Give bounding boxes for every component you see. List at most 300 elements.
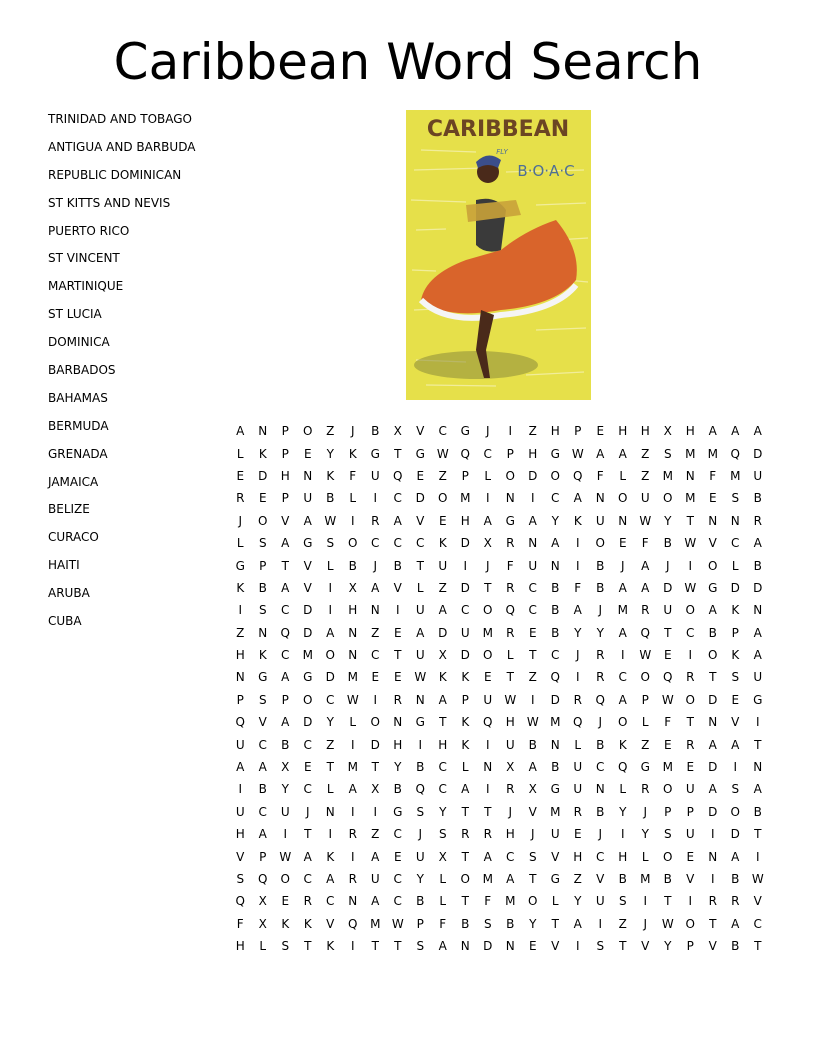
grid-letter: D bbox=[460, 536, 470, 551]
grid-letter: E bbox=[663, 737, 672, 752]
grid-letter: G bbox=[370, 446, 380, 461]
grid-letter: W bbox=[346, 692, 359, 707]
grid-letter: O bbox=[460, 872, 470, 886]
grid-letter: Y bbox=[664, 939, 672, 954]
grid-letter: J bbox=[485, 424, 490, 439]
grid-letter: Y bbox=[326, 446, 334, 461]
grid-letter: J bbox=[643, 804, 648, 819]
grid-letter: N bbox=[303, 468, 313, 483]
grid-letter: A bbox=[528, 513, 537, 528]
grid-letter: D bbox=[483, 939, 493, 954]
grid-letter: S bbox=[281, 939, 290, 954]
grid-letter: T bbox=[326, 760, 334, 775]
grid-letter: B bbox=[326, 491, 335, 506]
grid-letter: D bbox=[753, 446, 763, 461]
grid-letter: A bbox=[753, 648, 762, 663]
grid-letter: B bbox=[506, 916, 515, 931]
grid-letter: G bbox=[258, 670, 268, 685]
grid-letter: B bbox=[618, 872, 627, 886]
grid-letter: X bbox=[281, 760, 290, 775]
grid-letter: A bbox=[348, 782, 357, 797]
grid-letter: D bbox=[708, 804, 718, 819]
grid-letter: H bbox=[348, 603, 358, 618]
grid-letter: I bbox=[755, 715, 760, 730]
grid-letter: Q bbox=[393, 468, 403, 483]
grid-letter: O bbox=[303, 424, 313, 439]
grid-letter: T bbox=[416, 558, 424, 573]
grid-row bbox=[229, 644, 769, 666]
grid-letter: P bbox=[506, 446, 514, 461]
grid-letter: F bbox=[596, 468, 604, 483]
grid-letter: R bbox=[506, 580, 515, 595]
grid-letter: T bbox=[686, 715, 694, 730]
grid-letter: A bbox=[618, 580, 627, 595]
grid-letter: Q bbox=[483, 715, 493, 730]
grid-letter: P bbox=[416, 916, 424, 931]
grid-letter: F bbox=[236, 916, 244, 931]
grid-letter: V bbox=[708, 536, 717, 551]
grid-letter: C bbox=[258, 737, 267, 752]
grid-letter: Z bbox=[641, 468, 650, 483]
grid-row bbox=[229, 845, 769, 867]
grid-letter: C bbox=[528, 580, 537, 595]
grid-letter: Y bbox=[529, 916, 537, 931]
grid-row bbox=[229, 801, 769, 823]
grid-letter: Q bbox=[280, 625, 290, 640]
grid-letter: X bbox=[438, 648, 447, 663]
grid-letter: B bbox=[551, 603, 560, 618]
grid-letter: V bbox=[551, 849, 560, 864]
grid-letter: X bbox=[258, 916, 267, 931]
grid-letter: D bbox=[708, 760, 718, 775]
grid-letter: R bbox=[596, 648, 605, 663]
grid-letter: M bbox=[662, 760, 673, 775]
grid-letter: A bbox=[731, 424, 740, 439]
grid-letter: T bbox=[484, 580, 492, 595]
grid-letter: I bbox=[620, 648, 625, 663]
grid-letter: L bbox=[349, 715, 357, 730]
grid-letter: V bbox=[641, 939, 650, 954]
grid-letter: N bbox=[595, 491, 605, 506]
grid-letter: O bbox=[708, 558, 718, 573]
grid-letter: S bbox=[438, 827, 447, 842]
grid-letter: A bbox=[281, 580, 290, 595]
grid-letter: N bbox=[685, 468, 695, 483]
grid-letter: J bbox=[305, 804, 310, 819]
grid-letter: I bbox=[328, 603, 333, 618]
grid-letter: U bbox=[483, 692, 493, 707]
grid-letter: Q bbox=[505, 603, 515, 618]
grid-letter: O bbox=[685, 916, 695, 931]
page-title: Caribbean Word Search bbox=[113, 33, 703, 91]
grid-letter: U bbox=[415, 648, 425, 663]
grid-letter: U bbox=[370, 872, 380, 886]
grid-letter: W bbox=[661, 916, 674, 931]
grid-letter: P bbox=[281, 424, 289, 439]
grid-letter: S bbox=[236, 872, 245, 886]
grid-letter: M bbox=[617, 603, 628, 618]
grid-letter: G bbox=[550, 782, 560, 797]
grid-letter: U bbox=[550, 827, 560, 842]
grid-letter: I bbox=[350, 804, 355, 819]
grid-letter: U bbox=[235, 804, 245, 819]
grid-letter: T bbox=[281, 558, 289, 573]
grid-letter: B bbox=[551, 760, 560, 775]
grid-letter: H bbox=[235, 648, 245, 663]
grid-letter: V bbox=[753, 894, 762, 909]
grid-letter: B bbox=[596, 580, 605, 595]
grid-letter: O bbox=[528, 894, 538, 909]
grid-letter: Q bbox=[573, 715, 583, 730]
grid-letter: B bbox=[708, 625, 717, 640]
grid-letter: G bbox=[505, 513, 515, 528]
grid-row bbox=[229, 935, 769, 957]
grid-letter: C bbox=[393, 827, 402, 842]
grid-letter: L bbox=[731, 558, 739, 573]
grid-letter: A bbox=[573, 603, 582, 618]
grid-letter: I bbox=[350, 849, 355, 864]
grid-letter: A bbox=[303, 849, 312, 864]
grid-letter: O bbox=[685, 603, 695, 618]
grid-letter: A bbox=[438, 603, 447, 618]
grid-letter: T bbox=[686, 513, 694, 528]
grid-letter: H bbox=[528, 446, 538, 461]
grid-letter: S bbox=[483, 916, 492, 931]
grid-letter: G bbox=[550, 872, 560, 886]
grid-letter: I bbox=[508, 424, 513, 439]
grid-letter: O bbox=[640, 670, 650, 685]
word-list-item: TRINIDAD AND TOBAGO bbox=[48, 112, 193, 126]
grid-letter: V bbox=[596, 872, 605, 886]
grid-letter: M bbox=[347, 670, 358, 685]
grid-letter: V bbox=[686, 872, 695, 886]
grid-letter: C bbox=[753, 916, 762, 931]
grid-letter: E bbox=[393, 849, 402, 864]
grid-letter: J bbox=[373, 558, 378, 573]
grid-letter: L bbox=[574, 737, 582, 752]
grid-letter: T bbox=[394, 939, 402, 954]
grid-letter: R bbox=[753, 513, 762, 528]
grid-letter: R bbox=[393, 692, 402, 707]
grid-row bbox=[229, 554, 769, 576]
grid-letter: K bbox=[326, 468, 335, 483]
grid-letter: M bbox=[640, 872, 651, 886]
grid-letter: T bbox=[529, 648, 537, 663]
grid-letter: S bbox=[618, 894, 627, 909]
grid-letter: G bbox=[303, 670, 313, 685]
grid-letter: A bbox=[753, 782, 762, 797]
grid-letter: P bbox=[281, 446, 289, 461]
grid-letter: C bbox=[528, 603, 537, 618]
grid-letter: R bbox=[641, 782, 650, 797]
grid-letter: C bbox=[281, 648, 290, 663]
grid-letter: J bbox=[643, 916, 648, 931]
grid-letter: W bbox=[684, 536, 697, 551]
grid-letter: A bbox=[528, 760, 537, 775]
grid-letter: M bbox=[460, 491, 471, 506]
word-list-item: ST LUCIA bbox=[48, 307, 102, 322]
grid-letter: Z bbox=[528, 424, 537, 439]
grid-letter: I bbox=[688, 648, 693, 663]
grid-letter: L bbox=[641, 849, 649, 864]
word-list-item: BARBADOS bbox=[48, 363, 116, 378]
grid-letter: N bbox=[393, 715, 403, 730]
grid-row bbox=[229, 487, 769, 509]
grid-letter: F bbox=[709, 468, 717, 483]
grid-letter: A bbox=[573, 491, 582, 506]
grid-letter: V bbox=[416, 424, 425, 439]
grid-letter: C bbox=[326, 894, 335, 909]
grid-letter: A bbox=[416, 625, 425, 640]
grid-letter: S bbox=[416, 939, 425, 954]
grid-letter: S bbox=[258, 603, 267, 618]
grid-letter: I bbox=[418, 737, 423, 752]
grid-letter: C bbox=[393, 872, 402, 886]
grid-letter: C bbox=[438, 760, 447, 775]
grid-letter: A bbox=[236, 760, 245, 775]
grid-letter: K bbox=[236, 580, 245, 595]
grid-letter: B bbox=[416, 760, 425, 775]
grid-letter: A bbox=[483, 849, 492, 864]
grid-letter: C bbox=[303, 782, 312, 797]
grid-letter: C bbox=[326, 692, 335, 707]
grid-letter: I bbox=[575, 939, 580, 954]
grid-letter: F bbox=[506, 558, 514, 573]
grid-letter: C bbox=[596, 760, 605, 775]
grid-letter: B bbox=[348, 558, 357, 573]
word-list bbox=[48, 110, 228, 640]
grid-letter: H bbox=[505, 715, 515, 730]
grid-letter: T bbox=[484, 804, 492, 819]
grid-letter: L bbox=[439, 872, 447, 886]
grid-letter: K bbox=[258, 648, 267, 663]
grid-letter: B bbox=[596, 804, 605, 819]
grid-letter: C bbox=[438, 424, 447, 439]
grid-letter: K bbox=[303, 916, 312, 931]
grid-row bbox=[229, 890, 769, 912]
grid-letter: A bbox=[438, 939, 447, 954]
grid-letter: D bbox=[303, 625, 313, 640]
grid-letter: N bbox=[348, 894, 358, 909]
grid-letter: K bbox=[731, 603, 740, 618]
grid-letter: D bbox=[438, 625, 448, 640]
grid-letter: Y bbox=[619, 804, 627, 819]
grid-letter: Q bbox=[573, 468, 583, 483]
grid-letter: F bbox=[439, 916, 447, 931]
grid-letter: N bbox=[505, 939, 515, 954]
grid-letter: E bbox=[663, 648, 672, 663]
grid-letter: B bbox=[731, 939, 740, 954]
grid-letter: M bbox=[302, 648, 313, 663]
grid-letter: V bbox=[416, 513, 425, 528]
grid-letter: G bbox=[708, 580, 718, 595]
grid-letter: Z bbox=[618, 916, 627, 931]
grid-letter: B bbox=[371, 424, 380, 439]
grid-letter: L bbox=[236, 446, 244, 461]
grid-letter: O bbox=[550, 468, 560, 483]
grid-letter: W bbox=[504, 692, 517, 707]
grid-letter: E bbox=[258, 491, 267, 506]
grid-letter: E bbox=[416, 468, 425, 483]
grid-row bbox=[229, 622, 769, 644]
word-list-item: ST VINCENT bbox=[48, 251, 120, 266]
grid-letter: W bbox=[436, 446, 449, 461]
grid-letter: R bbox=[506, 536, 515, 551]
grid-letter: B bbox=[753, 804, 762, 819]
grid-letter: Q bbox=[235, 715, 245, 730]
grid-letter: C bbox=[438, 782, 447, 797]
grid-letter: T bbox=[664, 625, 672, 640]
grid-letter: U bbox=[438, 558, 448, 573]
grid-letter: A bbox=[236, 424, 245, 439]
grid-letter: A bbox=[461, 782, 470, 797]
grid-letter: I bbox=[688, 894, 693, 909]
grid-letter: V bbox=[551, 939, 560, 954]
grid-letter: O bbox=[483, 603, 493, 618]
grid-letter: R bbox=[596, 670, 605, 685]
grid-letter: A bbox=[281, 536, 290, 551]
word-list-item: MARTINIQUE bbox=[48, 279, 124, 294]
grid-letter: X bbox=[483, 536, 492, 551]
grid-letter: T bbox=[709, 916, 717, 931]
grid-letter: B bbox=[731, 872, 740, 886]
grid-letter: P bbox=[461, 468, 469, 483]
grid-letter: K bbox=[461, 670, 470, 685]
grid-letter: U bbox=[235, 737, 245, 752]
grid-letter: P bbox=[731, 625, 739, 640]
grid-letter: N bbox=[753, 760, 763, 775]
grid-letter: J bbox=[620, 558, 625, 573]
grid-letter: E bbox=[573, 827, 582, 842]
grid-letter: T bbox=[439, 715, 447, 730]
grid-letter: U bbox=[573, 760, 583, 775]
grid-letter: L bbox=[326, 782, 334, 797]
grid-letter: I bbox=[485, 737, 490, 752]
grid-letter: H bbox=[618, 849, 628, 864]
grid-letter: A bbox=[641, 580, 650, 595]
grid-letter: X bbox=[393, 424, 402, 439]
grid-letter: Z bbox=[326, 424, 335, 439]
grid-letter: V bbox=[303, 558, 312, 573]
grid-letter: W bbox=[571, 446, 584, 461]
word-list-item: ARUBA bbox=[48, 586, 90, 601]
grid-letter: Z bbox=[528, 670, 537, 685]
grid-letter: X bbox=[258, 894, 267, 909]
grid-letter: I bbox=[485, 782, 490, 797]
grid-letter: E bbox=[686, 760, 695, 775]
grid-letter: A bbox=[371, 894, 380, 909]
word-list-item: BAHAMAS bbox=[48, 390, 108, 405]
grid-letter: V bbox=[303, 580, 312, 595]
word-list-item: JAMAICA bbox=[48, 474, 99, 489]
dancer-shadow bbox=[414, 351, 538, 379]
grid-letter: Y bbox=[326, 715, 334, 730]
grid-row bbox=[229, 823, 769, 845]
grid-letter: K bbox=[438, 670, 447, 685]
grid-letter: I bbox=[688, 558, 693, 573]
grid-letter: R bbox=[483, 827, 492, 842]
grid-letter: E bbox=[528, 625, 537, 640]
grid-letter: H bbox=[235, 827, 245, 842]
grid-letter: U bbox=[640, 491, 650, 506]
grid-letter: I bbox=[350, 513, 355, 528]
grid-letter: C bbox=[731, 536, 740, 551]
grid-letter: S bbox=[663, 827, 672, 842]
grid-row bbox=[229, 510, 769, 532]
grid-letter: E bbox=[618, 536, 627, 551]
grid-letter: M bbox=[370, 916, 381, 931]
grid-letter: R bbox=[461, 827, 470, 842]
grid-letter: F bbox=[349, 468, 357, 483]
grid-letter: K bbox=[618, 737, 627, 752]
grid-letter: R bbox=[731, 894, 740, 909]
grid-letter: W bbox=[391, 916, 404, 931]
grid-letter: R bbox=[573, 804, 582, 819]
grid-letter: U bbox=[663, 603, 673, 618]
grid-letter: Q bbox=[595, 692, 605, 707]
grid-letter: P bbox=[281, 491, 289, 506]
grid-letter: U bbox=[505, 737, 515, 752]
grid-letter: C bbox=[393, 894, 402, 909]
grid-letter: H bbox=[235, 939, 245, 954]
grid-letter: Y bbox=[439, 804, 447, 819]
grid-letter: E bbox=[686, 849, 695, 864]
word-list-item: CUBA bbox=[48, 614, 82, 629]
grid-letter: P bbox=[259, 849, 267, 864]
grid-letter: D bbox=[460, 580, 470, 595]
grid-letter: N bbox=[348, 625, 358, 640]
grid-row bbox=[229, 532, 769, 554]
grid-letter: U bbox=[280, 804, 290, 819]
grid-letter: S bbox=[528, 849, 537, 864]
grid-letter: A bbox=[303, 513, 312, 528]
grid-letter: D bbox=[528, 468, 538, 483]
grid-letter: E bbox=[483, 670, 492, 685]
grid-row bbox=[229, 666, 769, 688]
grid-letter: A bbox=[753, 536, 762, 551]
grid-letter: R bbox=[573, 692, 582, 707]
grid-letter: T bbox=[461, 849, 469, 864]
word-list-item: BELIZE bbox=[48, 502, 90, 517]
grid-letter: P bbox=[686, 804, 694, 819]
grid-letter: Q bbox=[663, 670, 673, 685]
grid-letter: I bbox=[238, 782, 243, 797]
grid-letter: T bbox=[754, 827, 762, 842]
grid-letter: N bbox=[415, 692, 425, 707]
grid-letter: E bbox=[438, 513, 447, 528]
grid-letter: V bbox=[393, 580, 402, 595]
grid-letter: L bbox=[619, 468, 627, 483]
grid-letter: R bbox=[506, 625, 515, 640]
grid-letter: U bbox=[528, 558, 538, 573]
grid-letter: Z bbox=[236, 625, 245, 640]
grid-letter: V bbox=[326, 916, 335, 931]
grid-letter: K bbox=[731, 648, 740, 663]
grid-letter: P bbox=[574, 424, 582, 439]
grid-letter: O bbox=[348, 536, 358, 551]
grid-letter: B bbox=[551, 580, 560, 595]
grid-letter: F bbox=[641, 536, 649, 551]
grid-row bbox=[229, 913, 769, 935]
grid-letter: M bbox=[730, 468, 741, 483]
grid-letter: B bbox=[393, 782, 402, 797]
grid-letter: T bbox=[461, 804, 469, 819]
grid-letter: H bbox=[640, 424, 650, 439]
grid-letter: N bbox=[460, 939, 470, 954]
grid-letter: Y bbox=[641, 827, 649, 842]
grid-letter: A bbox=[731, 737, 740, 752]
grid-letter: A bbox=[708, 424, 717, 439]
